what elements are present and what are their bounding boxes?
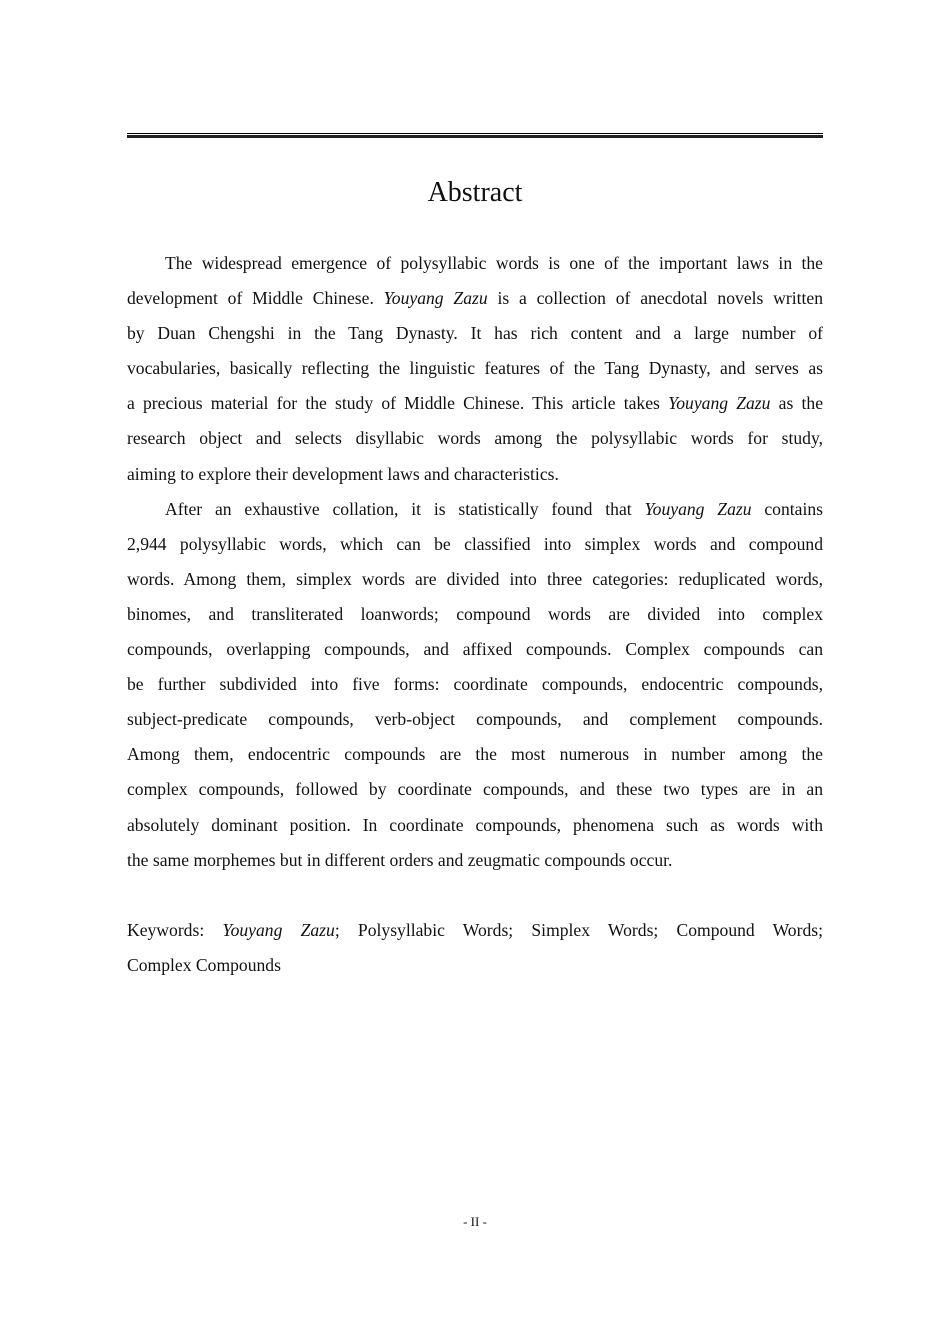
- text-line: [127, 425, 823, 460]
- header-rule-thin: [127, 133, 823, 134]
- text-line: [127, 496, 823, 531]
- italic-title-text: Youyang Zazu: [668, 393, 771, 414]
- header-double-rule: [127, 133, 823, 139]
- text-line: [127, 741, 823, 776]
- text-line: [127, 917, 823, 952]
- text-segment: After an exhaustive collation, it is statistically found that: [165, 498, 645, 519]
- abstract-body: [127, 250, 823, 987]
- text-line-content: [127, 425, 823, 451]
- text-line-content: [127, 741, 823, 767]
- text-line: [127, 776, 823, 811]
- text-line-content: [127, 320, 823, 346]
- text-line: [127, 531, 823, 566]
- text-segment: as the: [770, 393, 823, 414]
- text-segment: Keywords:: [127, 919, 223, 940]
- text-line: [127, 601, 823, 636]
- text-segment: binomes, and transliterated loanwords; compound words are divided into complex: [127, 603, 823, 624]
- text-segment: compounds, overlapping compounds, and affixed compounds. Complex compounds can: [127, 639, 823, 660]
- text-line-content: [127, 776, 823, 802]
- keywords-text: [127, 917, 823, 987]
- text-line: [127, 250, 823, 285]
- text-segment: The widespread emergence of polysyllabic words is one of the important laws in the: [165, 253, 823, 273]
- text-line-content: [127, 671, 823, 697]
- text-segment: is a collection of anecdotal novels written: [487, 288, 823, 309]
- text-line-content: [127, 812, 823, 838]
- text-segment: complex compounds, followed by coordinate compounds, and these two types are in an: [127, 779, 823, 800]
- text-segment: by Duan Chengshi in the Tang Dynasty. It has rich content and a large number of: [127, 323, 823, 344]
- text-line-content: [127, 952, 823, 978]
- abstract-paragraph: [127, 496, 823, 882]
- paragraph-gap: [127, 882, 823, 917]
- keywords-paragraph: [127, 917, 823, 987]
- text-segment: research object and selects disyllabic words among the polysyllabic words for study,: [127, 428, 823, 449]
- abstract-paragraphs: [127, 250, 823, 882]
- text-line-content: [127, 847, 823, 873]
- text-line: [127, 706, 823, 741]
- text-line: [127, 636, 823, 671]
- text-line-content: [127, 636, 823, 662]
- text-segment: aiming to explore their development laws and characteristics.: [127, 463, 559, 484]
- text-segment: the same morphemes but in different orders and zeugmatic compounds occur.: [127, 849, 673, 870]
- text-line: [127, 461, 823, 496]
- text-segment: words. Among them, simplex words are divided into three categories: reduplicated words,: [127, 568, 823, 589]
- page-number: - II -: [463, 1214, 487, 1229]
- page-title: Abstract: [427, 177, 523, 208]
- text-line: [127, 847, 823, 882]
- text-line-content: [127, 355, 823, 381]
- text-segment: subject-predicate compounds, verb-object compounds, and complement compounds.: [127, 709, 823, 730]
- text-line-content: [127, 601, 823, 627]
- text-segment: Among them, endocentric compounds are the most numerous in number among the: [127, 744, 823, 765]
- text-segment: development of Middle Chinese.: [127, 288, 384, 309]
- text-line-content: [127, 390, 823, 416]
- text-line: [127, 355, 823, 390]
- text-line: [127, 671, 823, 706]
- header-rule-thick: [127, 135, 823, 138]
- text-line: [127, 952, 823, 987]
- text-line: [127, 320, 823, 355]
- text-line: [127, 285, 823, 320]
- text-line-content: [165, 250, 823, 276]
- text-segment: a precious material for the study of Middle Chinese. This article takes: [127, 393, 669, 414]
- italic-title-text: Youyang Zazu: [222, 919, 335, 940]
- text-line-content: [165, 496, 823, 522]
- text-segment: absolutely dominant position. In coordinate compounds, phenomena such as words with: [127, 814, 823, 835]
- text-segment: be further subdivided into five forms: coordinate compounds, endocentric compounds,: [127, 674, 823, 695]
- abstract-paragraph: [127, 250, 823, 496]
- text-line-content: [127, 285, 823, 311]
- text-line-content: [127, 566, 823, 592]
- italic-title-text: Youyang Zazu: [383, 288, 488, 309]
- text-line-content: [127, 531, 823, 557]
- text-segment: Complex Compounds: [127, 954, 281, 975]
- text-line: [127, 390, 823, 425]
- text-segment: 2,944 polysyllabic words, which can be classified into simplex words and compound: [127, 533, 823, 554]
- text-line: [127, 812, 823, 847]
- text-segment: vocabularies, basically reflecting the linguistic features of the Tang Dynasty, and serves as: [127, 358, 823, 379]
- text-line-content: [127, 917, 823, 943]
- text-segment: ; Polysyllabic Words; Simplex Words; Compound Words;: [334, 919, 823, 940]
- text-line-content: [127, 461, 823, 487]
- text-line-content: [127, 706, 823, 732]
- text-line: [127, 566, 823, 601]
- text-segment: contains: [751, 498, 823, 519]
- italic-title-text: Youyang Zazu: [644, 498, 752, 519]
